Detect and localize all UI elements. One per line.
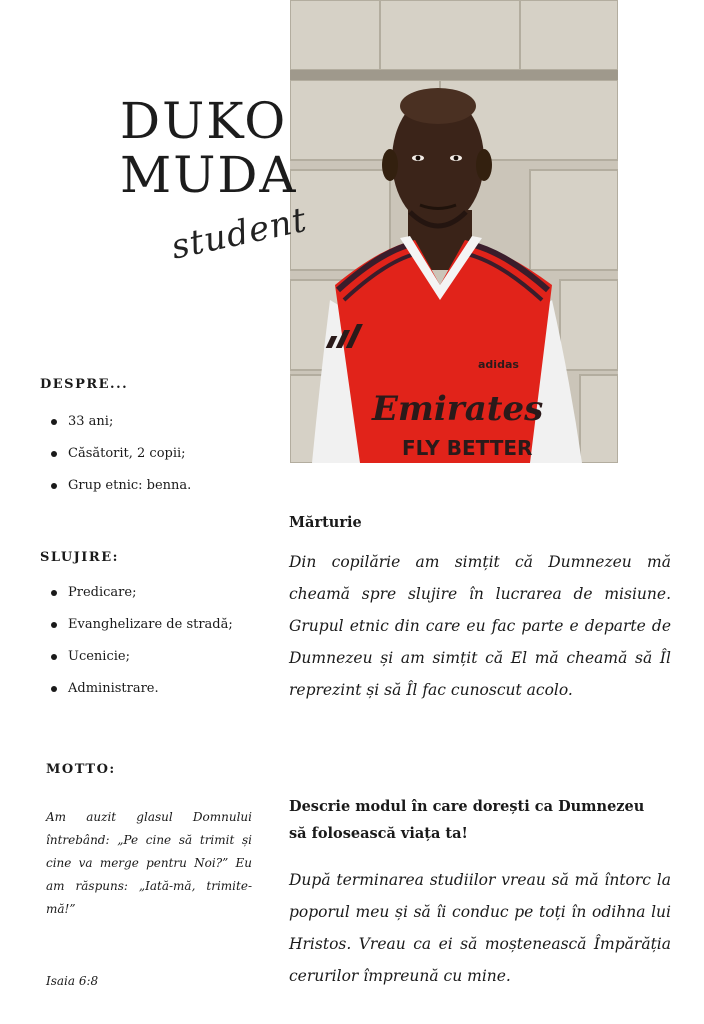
student-name	[120, 94, 340, 202]
list-item: Ucenicie;	[48, 647, 233, 679]
list-item: Predicare;	[48, 583, 233, 615]
jersey-brand-text: adidas	[478, 358, 519, 371]
list-item: Administrare.	[48, 679, 233, 711]
motto-title: MOTTO:	[46, 762, 116, 777]
about-title: DESPRE...	[40, 377, 129, 392]
student-photo	[290, 0, 618, 463]
jersey-sponsor-text: Emirates	[372, 389, 544, 429]
testimony-text: Din copilărie am simțit că Dumnezeu mă cheamă spre slujire în lucrarea de misiune. Grupul etnic din care eu fac parte e departe de Dumnezeu și am simțit că El mă cheamă să Îl reprezint și să Îl fac cunoscut acolo.	[289, 553, 671, 699]
vision-title-line: să folosească viața ta!	[289, 825, 468, 842]
vision-title-line: Descrie modul în care dorești ca Dumnezeu	[289, 798, 645, 815]
list-item: Evanghelizare de stradă;	[48, 615, 233, 647]
list-item: Grup etnic: benna.	[48, 476, 191, 508]
vision-text: După terminarea studiilor vreau să mă întorc la poporul meu și să îi conduc pe toți în odihna lui Hristos. Vreau ca ei să moștenească Împărăția cerurilor împreună cu mine.	[289, 871, 671, 985]
role-script: student	[167, 199, 311, 268]
list-item: 33 ani;	[48, 412, 191, 444]
motto-reference: Isaia 6:8	[46, 974, 99, 988]
about-list	[48, 412, 191, 508]
vision-title	[289, 793, 644, 847]
ministry-title: SLUJIRE:	[40, 550, 119, 565]
motto-quote: Am auzit glasul Domnului întrebând: „Pe cine să trimit și cine va merge pentru Noi?” Eu am răspuns: „Iată-mă, trimite-mă!”	[46, 810, 252, 916]
testimony-title: Mărturie	[289, 514, 362, 531]
list-item: Căsătorit, 2 copii;	[48, 444, 191, 476]
last-name: MUDA	[120, 146, 298, 204]
ministry-list	[48, 583, 233, 711]
jersey-slogan-text: FLY BETTER	[402, 436, 533, 460]
first-name: DUKO	[120, 92, 288, 150]
